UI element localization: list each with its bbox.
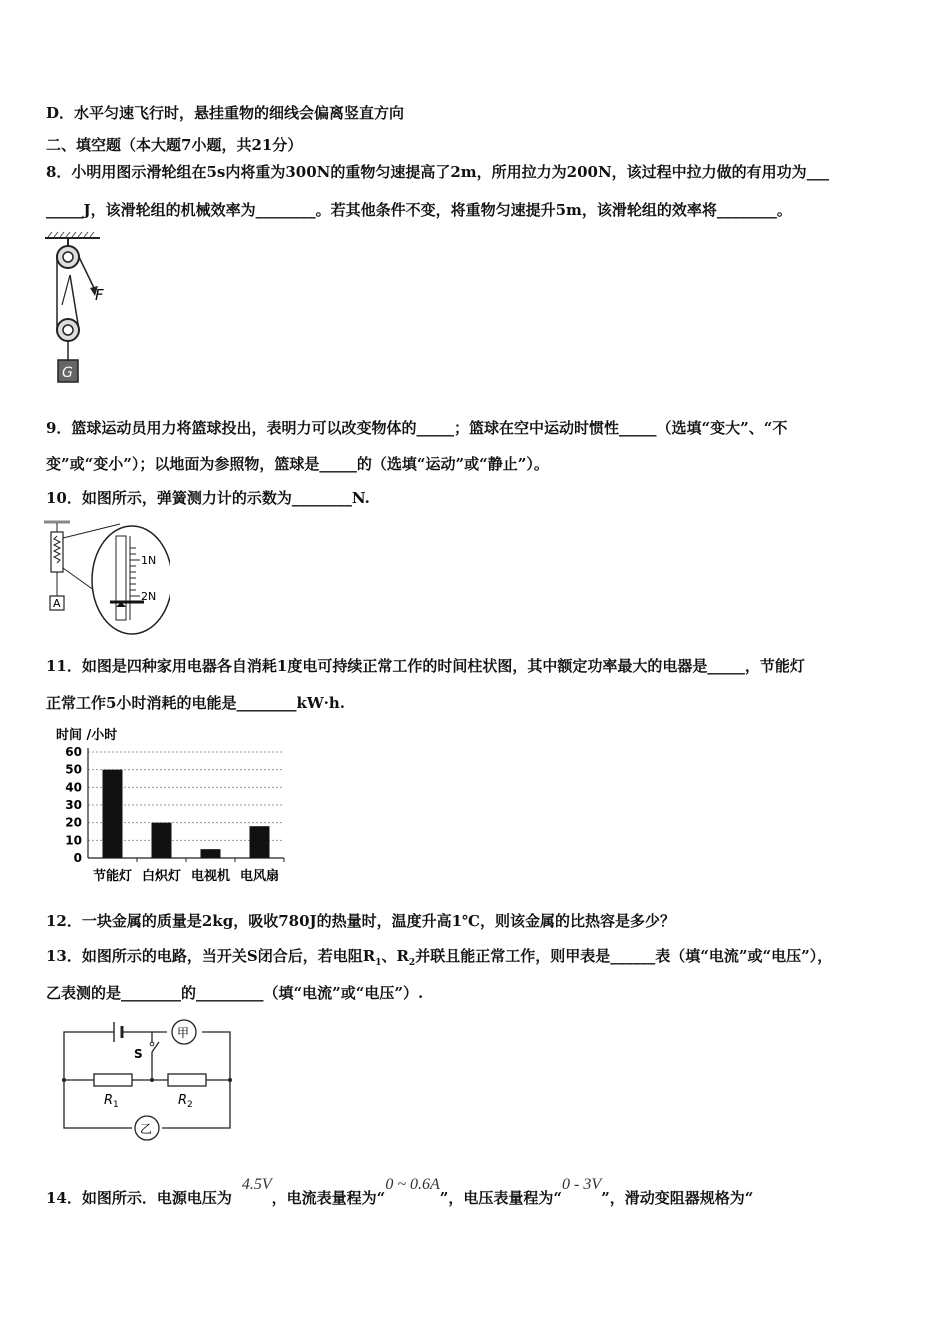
q12-text: 12．一块金属的质量是2kg，吸收780J的热量时，温度升高1℃，则该金属的比热容是多少？ xyxy=(46,912,676,930)
circuit-figure xyxy=(52,1012,242,1142)
pulley-figure xyxy=(40,230,120,390)
r1-label: $R_1$ xyxy=(104,1093,119,1110)
chart-category-label: 白炽灯 xyxy=(141,869,182,884)
q14-voltage-range: 0 - 3V xyxy=(562,1176,602,1193)
chart-ytick-label: 50 xyxy=(65,762,82,777)
q9-line-1: 9．篮球运动员用力将篮球投出，表明力可以改变物体的_____；篮球在空中运动时惯性_____（选填“变大”、“不 xyxy=(46,419,788,437)
q8-line-2: _____J，该滑轮组的机械效率为________。若其他条件不变，将重物匀速提升5m，该滑轮组的效率将________。 xyxy=(46,201,792,219)
chart-bar xyxy=(103,770,123,858)
object-a-label: A xyxy=(53,597,61,610)
q14-voltage: 4.5V xyxy=(241,1176,272,1193)
chart-bar xyxy=(250,826,270,858)
chart-category-label: 节能灯 xyxy=(92,869,133,884)
q13-r2-sub: 2 xyxy=(408,958,416,968)
q14-part-3: ”，电压表量程为“ xyxy=(439,1189,563,1207)
q13-text-a: 13．如图所示的电路，当开关S闭合后，若电阻R xyxy=(46,947,376,965)
r2-label: $R_2$ xyxy=(178,1093,193,1110)
chart-ytick-label: 20 xyxy=(65,815,82,830)
chart-bar xyxy=(201,849,221,858)
chart-bar xyxy=(152,823,172,858)
bar-chart-svg xyxy=(52,722,302,890)
q13-r1-sub: 1 xyxy=(375,958,382,968)
q14-current-range: 0 ~ 0.6A xyxy=(385,1176,440,1193)
q9-line-2: 变”或“变小”）；以地面为参照物，篮球是_____的（选填“运动”或“静止”）。 xyxy=(46,455,549,473)
chart-category-label: 电风扇 xyxy=(239,869,280,884)
scale-2n-label: 2N xyxy=(141,590,157,603)
scale-1n-label: 1N xyxy=(141,554,157,567)
chart-ytick-label: 40 xyxy=(65,780,82,795)
q7-option-d: D．水平匀速飞行时，悬挂重物的细线会偏离竖直方向 xyxy=(46,104,405,122)
chart-ylabel: 时间 /小时 xyxy=(56,728,118,743)
q14-part-4: ”，滑动变阻器规格为“ xyxy=(601,1189,754,1207)
q11-line-2: 正常工作5小时消耗的电能是________kW·h. xyxy=(46,694,346,712)
section-heading: 二、填空题（本大题7小题，共21分） xyxy=(46,136,303,154)
q11-line-1: 11．如图是四种家用电器各自消耗1度电可持续正常工作的时间柱状图，其中额定功率最大的电器是_____，节能灯 xyxy=(46,657,805,675)
meter-yi-label: 乙 xyxy=(140,1122,153,1136)
q13-line-2: 乙表测的是________的_________（填“电流”或“电压”）. xyxy=(46,984,424,1002)
chart-ytick-label: 60 xyxy=(65,745,82,759)
chart-category-label: 电视机 xyxy=(190,869,231,884)
q8-line-1: 8．小明用图示滑轮组在5s内将重为300N的重物匀速提高了2m，所用拉力为200N，该过程中拉力做的有用功为___ xyxy=(46,163,830,181)
q13-text-b: 、R xyxy=(381,947,409,965)
force-label: F xyxy=(95,286,104,304)
q10-line-1: 10．如图所示，弹簧测力计的示数为________N. xyxy=(46,489,370,507)
q13-text-c: 并联且能正常工作，则甲表是______表（填“电流”或“电压”）， xyxy=(415,947,833,965)
chart-ytick-label: 0 xyxy=(73,851,82,865)
q14-part-1: 14．如图所示．电源电压为 xyxy=(46,1189,232,1207)
chart-ytick-label: 30 xyxy=(65,798,82,812)
bar-chart xyxy=(52,722,302,890)
meter-jia-label: 甲 xyxy=(177,1026,190,1040)
q13-line-1 xyxy=(46,946,832,973)
spring-scale-figure xyxy=(40,518,170,638)
q14-line-1 xyxy=(46,1176,754,1209)
weight-label: G xyxy=(62,365,73,381)
chart-ytick-label: 10 xyxy=(65,833,82,848)
switch-s-label: S xyxy=(134,1047,143,1061)
q14-part-2: ，电流表量程为“ xyxy=(271,1189,386,1207)
